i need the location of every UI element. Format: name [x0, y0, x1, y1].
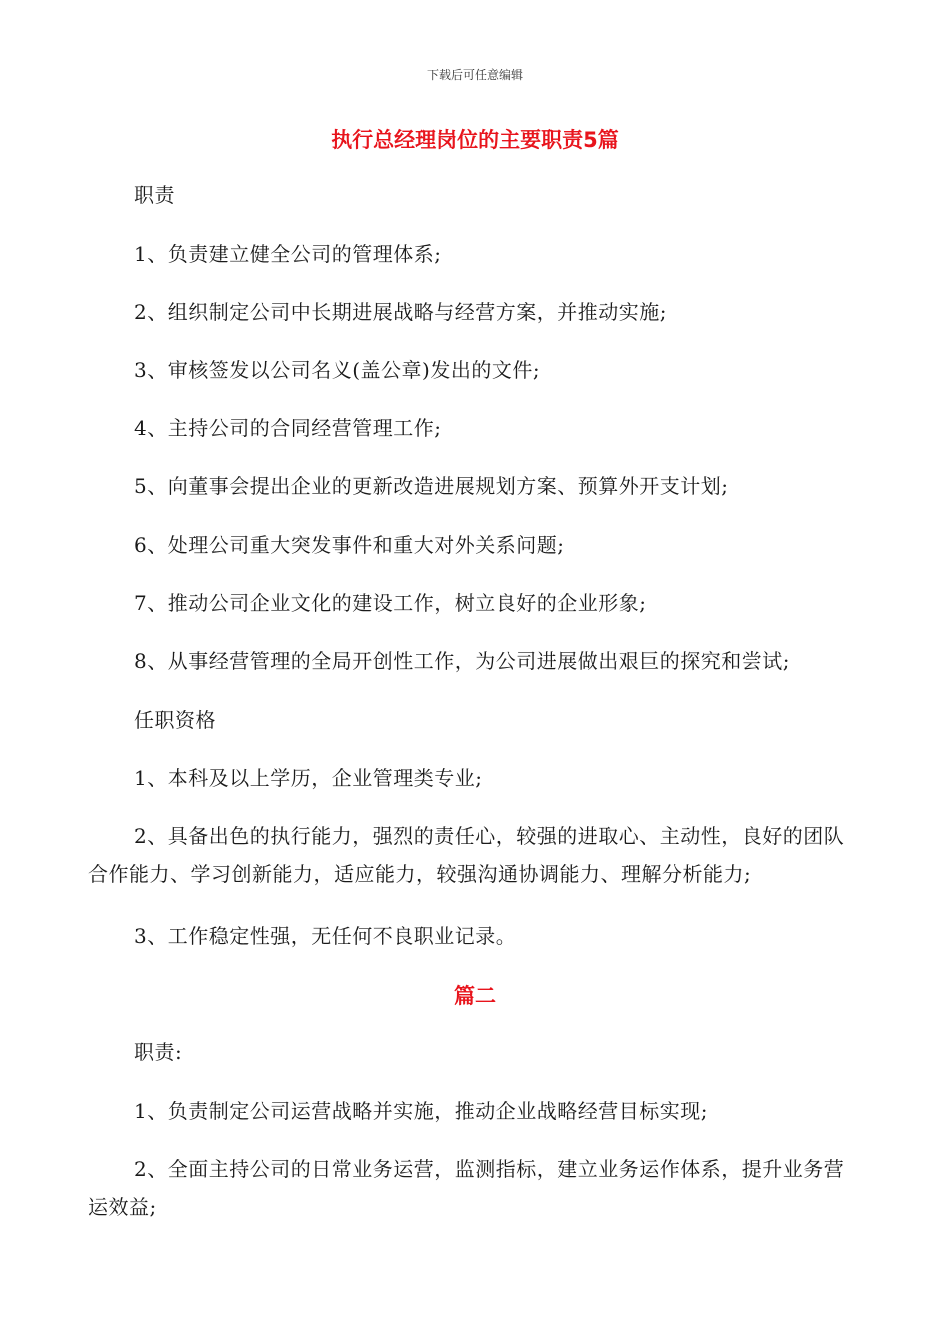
duty-item: 1、负责建立健全公司的管理体系;	[134, 242, 442, 266]
duty-item: 6、处理公司重大突发事件和重大对外关系问题;	[134, 533, 565, 557]
duty-item: 8、从事经营管理的全局开创性工作，为公司进展做出艰巨的探究和尝试;	[134, 649, 790, 673]
duty-item: 3、审核签发以公司名义(盖公章)发出的文件;	[134, 358, 541, 382]
duty-item: 4、主持公司的合同经营管理工作;	[134, 416, 442, 440]
duties-heading: 职责:	[134, 1040, 183, 1064]
qualification-item: 3、工作稳定性强，无任何不良职业记录。	[134, 924, 517, 948]
header-note: 下载后可任意编辑	[426, 68, 523, 82]
qualifications-heading: 任职资格	[134, 708, 216, 732]
qualification-item: 2、具备出色的执行能力，强烈的责任心，较强的进取心、主动性，良好的团队合作能力、学习创新能力，适应能力，较强沟通协调能力、理解分析能力;	[88, 824, 845, 886]
section-title: 篇二	[454, 984, 496, 1008]
duties-heading: 职责	[134, 183, 175, 207]
qualification-item: 1、本科及以上学历，企业管理类专业;	[134, 766, 483, 790]
duty-item: 7、推动公司企业文化的建设工作，树立良好的企业形象;	[134, 591, 647, 615]
document-title: 执行总经理岗位的主要职责5篇	[331, 128, 619, 152]
duty-item: 5、向董事会提出企业的更新改造进展规划方案、预算外开支计划;	[134, 474, 729, 498]
duty-item: 1、负责制定公司运营战略并实施，推动企业战略经营目标实现;	[134, 1099, 708, 1123]
duty-item: 2、组织制定公司中长期进展战略与经营方案，并推动实施;	[134, 300, 667, 324]
duty-item: 2、全面主持公司的日常业务运营，监测指标，建立业务运作体系，提升业务营运效益;	[88, 1157, 845, 1219]
